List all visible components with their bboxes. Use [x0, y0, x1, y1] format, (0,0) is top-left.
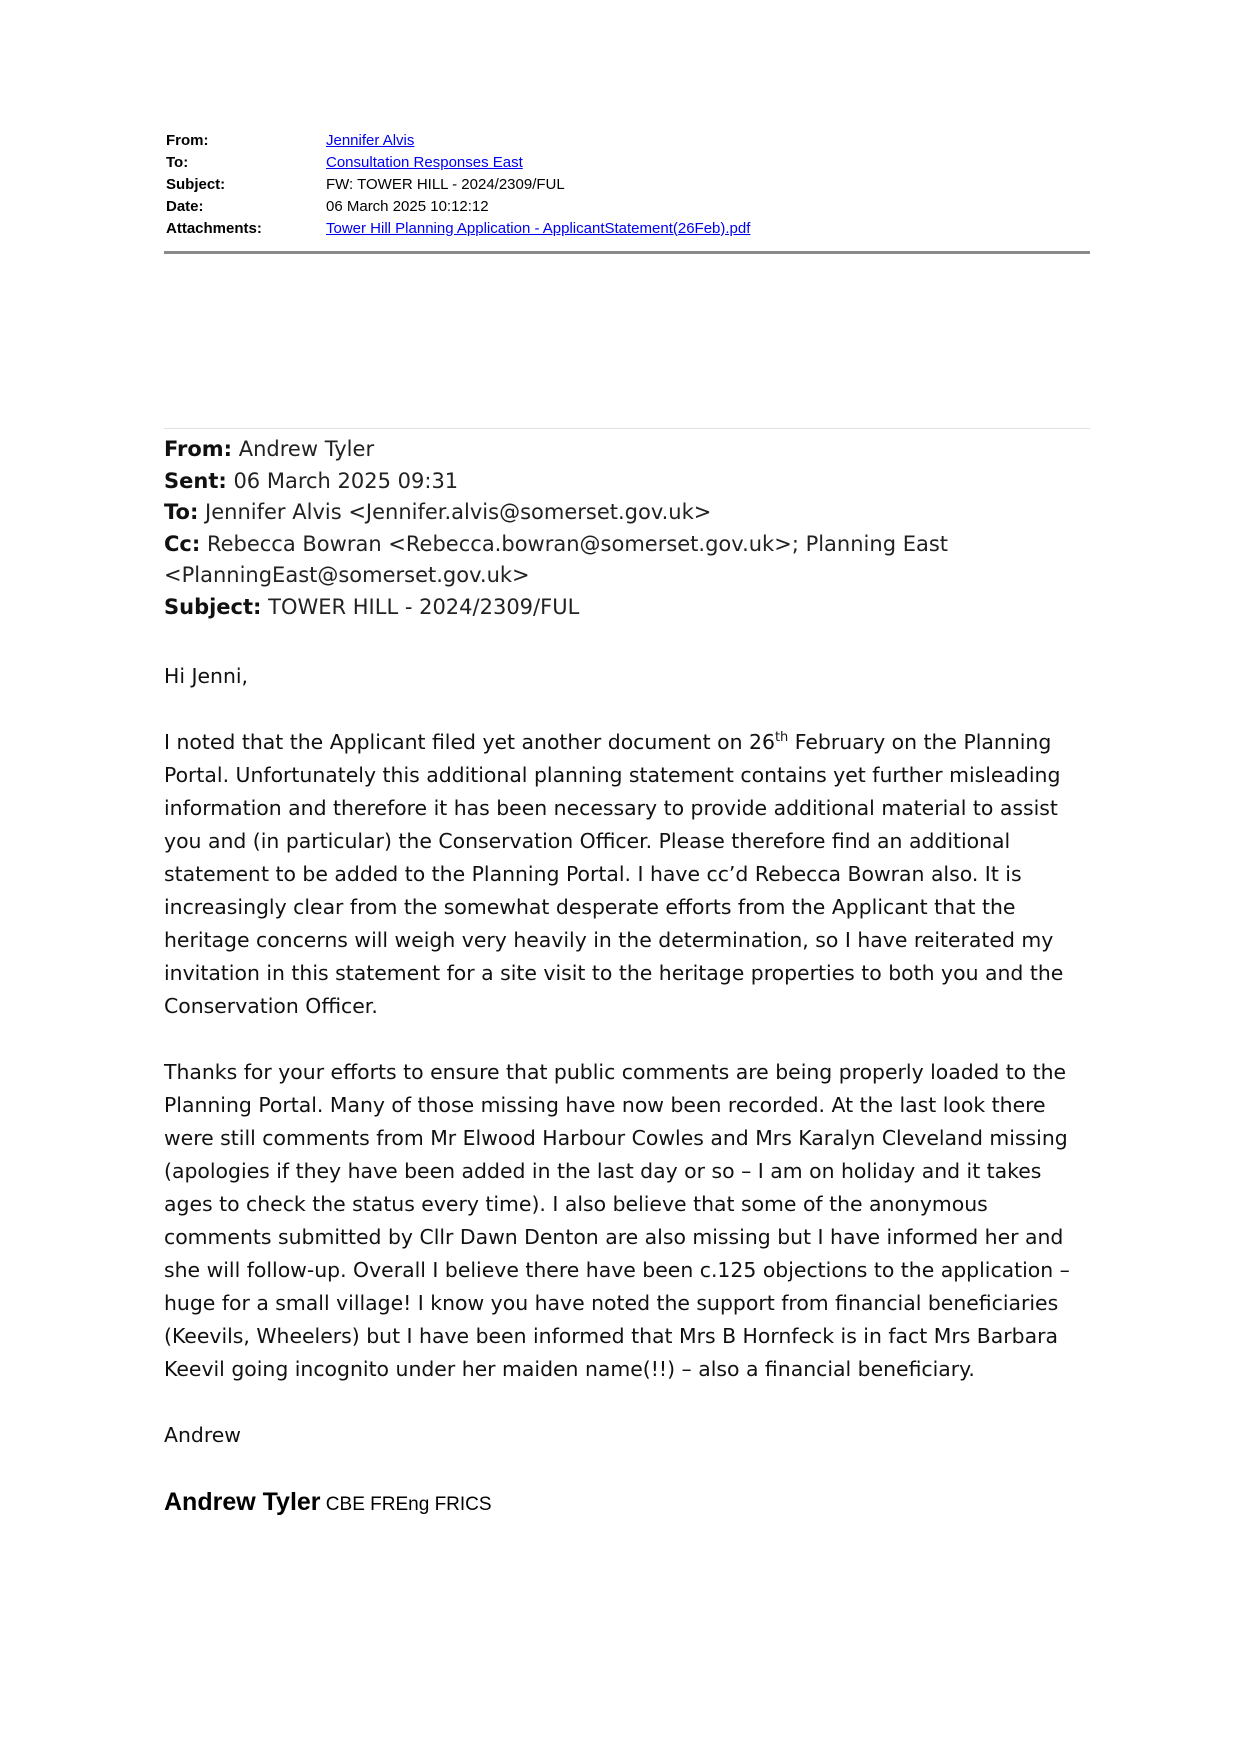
- email-body: [164, 660, 1094, 1452]
- fwd-from-value: Andrew Tyler: [232, 437, 375, 461]
- fwd-cc-line: [164, 529, 1094, 592]
- attachments-label: Attachments:: [166, 219, 262, 237]
- closing: Andrew: [164, 1423, 241, 1447]
- signature: [164, 1488, 492, 1517]
- paragraph-1-start: I noted that the Applicant filed yet another document on 26: [164, 730, 775, 754]
- paragraph-1-rest: February on the Planning Portal. Unfortunately this additional planning statement contains yet further misleading information and therefore it has been necessary to provide additional material to assist you and (in particular) the Conservation Officer. Please therefore find an additional statement to be added to the Planning Portal. I have cc’d Rebecca Bowran also. It is increasingly clear from the somewhat desperate efforts from the Applicant that the heritage concerns will weigh very heavily in the determination, so I have reiterated my invitation in this statement for a site visit to the heritage properties to both you and the Conservation Officer.: [164, 730, 1064, 1018]
- email-header: [166, 129, 1088, 239]
- fwd-subject-label: Subject:: [164, 594, 262, 619]
- fwd-sent-label: Sent:: [164, 468, 227, 493]
- forwarded-header: [164, 434, 1094, 624]
- to-label: To:: [166, 153, 189, 171]
- header-subject-row: [166, 173, 1088, 195]
- date-label: Date:: [166, 197, 204, 215]
- fwd-cc-value: Rebecca Bowran <Rebecca.bowran@somerset.gov.uk>; Planning East <PlanningEast@somerset.gov.uk>: [164, 531, 949, 588]
- header-attachments-row: [166, 217, 1088, 239]
- fwd-to-value: Jennifer Alvis <Jennifer.alvis@somerset.gov.uk>: [198, 500, 712, 525]
- fwd-subject-line: [164, 592, 1094, 624]
- signature-name: Andrew Tyler: [164, 1488, 321, 1516]
- greeting: Hi Jenni,: [164, 664, 249, 688]
- ordinal-superscript: th: [774, 730, 789, 746]
- header-date-row: [166, 195, 1088, 217]
- header-from-row: [166, 129, 1088, 151]
- fwd-cc-label: Cc:: [164, 531, 201, 556]
- subject-label: Subject:: [166, 175, 226, 193]
- from-label: From:: [166, 131, 209, 149]
- fwd-from-label: From:: [164, 437, 233, 461]
- fwd-from-line: [164, 434, 1094, 466]
- date-value: 06 March 2025 10:12:12: [326, 197, 489, 215]
- from-link[interactable]: Jennifer Alvis: [326, 131, 415, 149]
- paragraph-2: Thanks for your efforts to ensure that public comments are being properly loaded to the Planning Portal. Many of those missing have now been recorded. At the last look there were still comments from Mr Elwood Harbour Cowles and Mrs Karalyn Cleveland missing (apologies if they have been added in the last day or so – I am on holiday and it takes ages to check the status every time). I also believe that some of the anonymous comments submitted by Cllr Dawn Denton are also missing but I have informed her and she will follow-up. Overall I believe there have been c.125 objections to the application – huge for a small village! I know you have noted the support from financial beneficiaries (Keevils, Wheelers) but I have been informed that Mrs B Hornfeck is in fact Mrs Barbara Keevil going incognito under her maiden name(!!) – also a financial beneficiary.: [164, 1060, 1070, 1381]
- fwd-sent-line: [164, 466, 1094, 498]
- attachment-link[interactable]: Tower Hill Planning Application - ApplicantStatement(26Feb).pdf: [326, 219, 751, 237]
- to-link[interactable]: Consultation Responses East: [326, 153, 523, 171]
- forwarded-divider: [164, 428, 1090, 429]
- fwd-to-line: [164, 497, 1094, 529]
- header-divider: [164, 251, 1090, 254]
- paragraph-1: [164, 726, 1094, 1023]
- signature-titles: CBE FREng FRICS: [320, 1494, 492, 1515]
- fwd-sent-value: 06 March 2025 09:31: [226, 468, 459, 493]
- fwd-subject-value: TOWER HILL - 2024/2309/FUL: [261, 594, 580, 619]
- header-to-row: [166, 151, 1088, 173]
- fwd-to-label: To:: [164, 500, 199, 525]
- subject-value: FW: TOWER HILL - 2024/2309/FUL: [326, 175, 565, 193]
